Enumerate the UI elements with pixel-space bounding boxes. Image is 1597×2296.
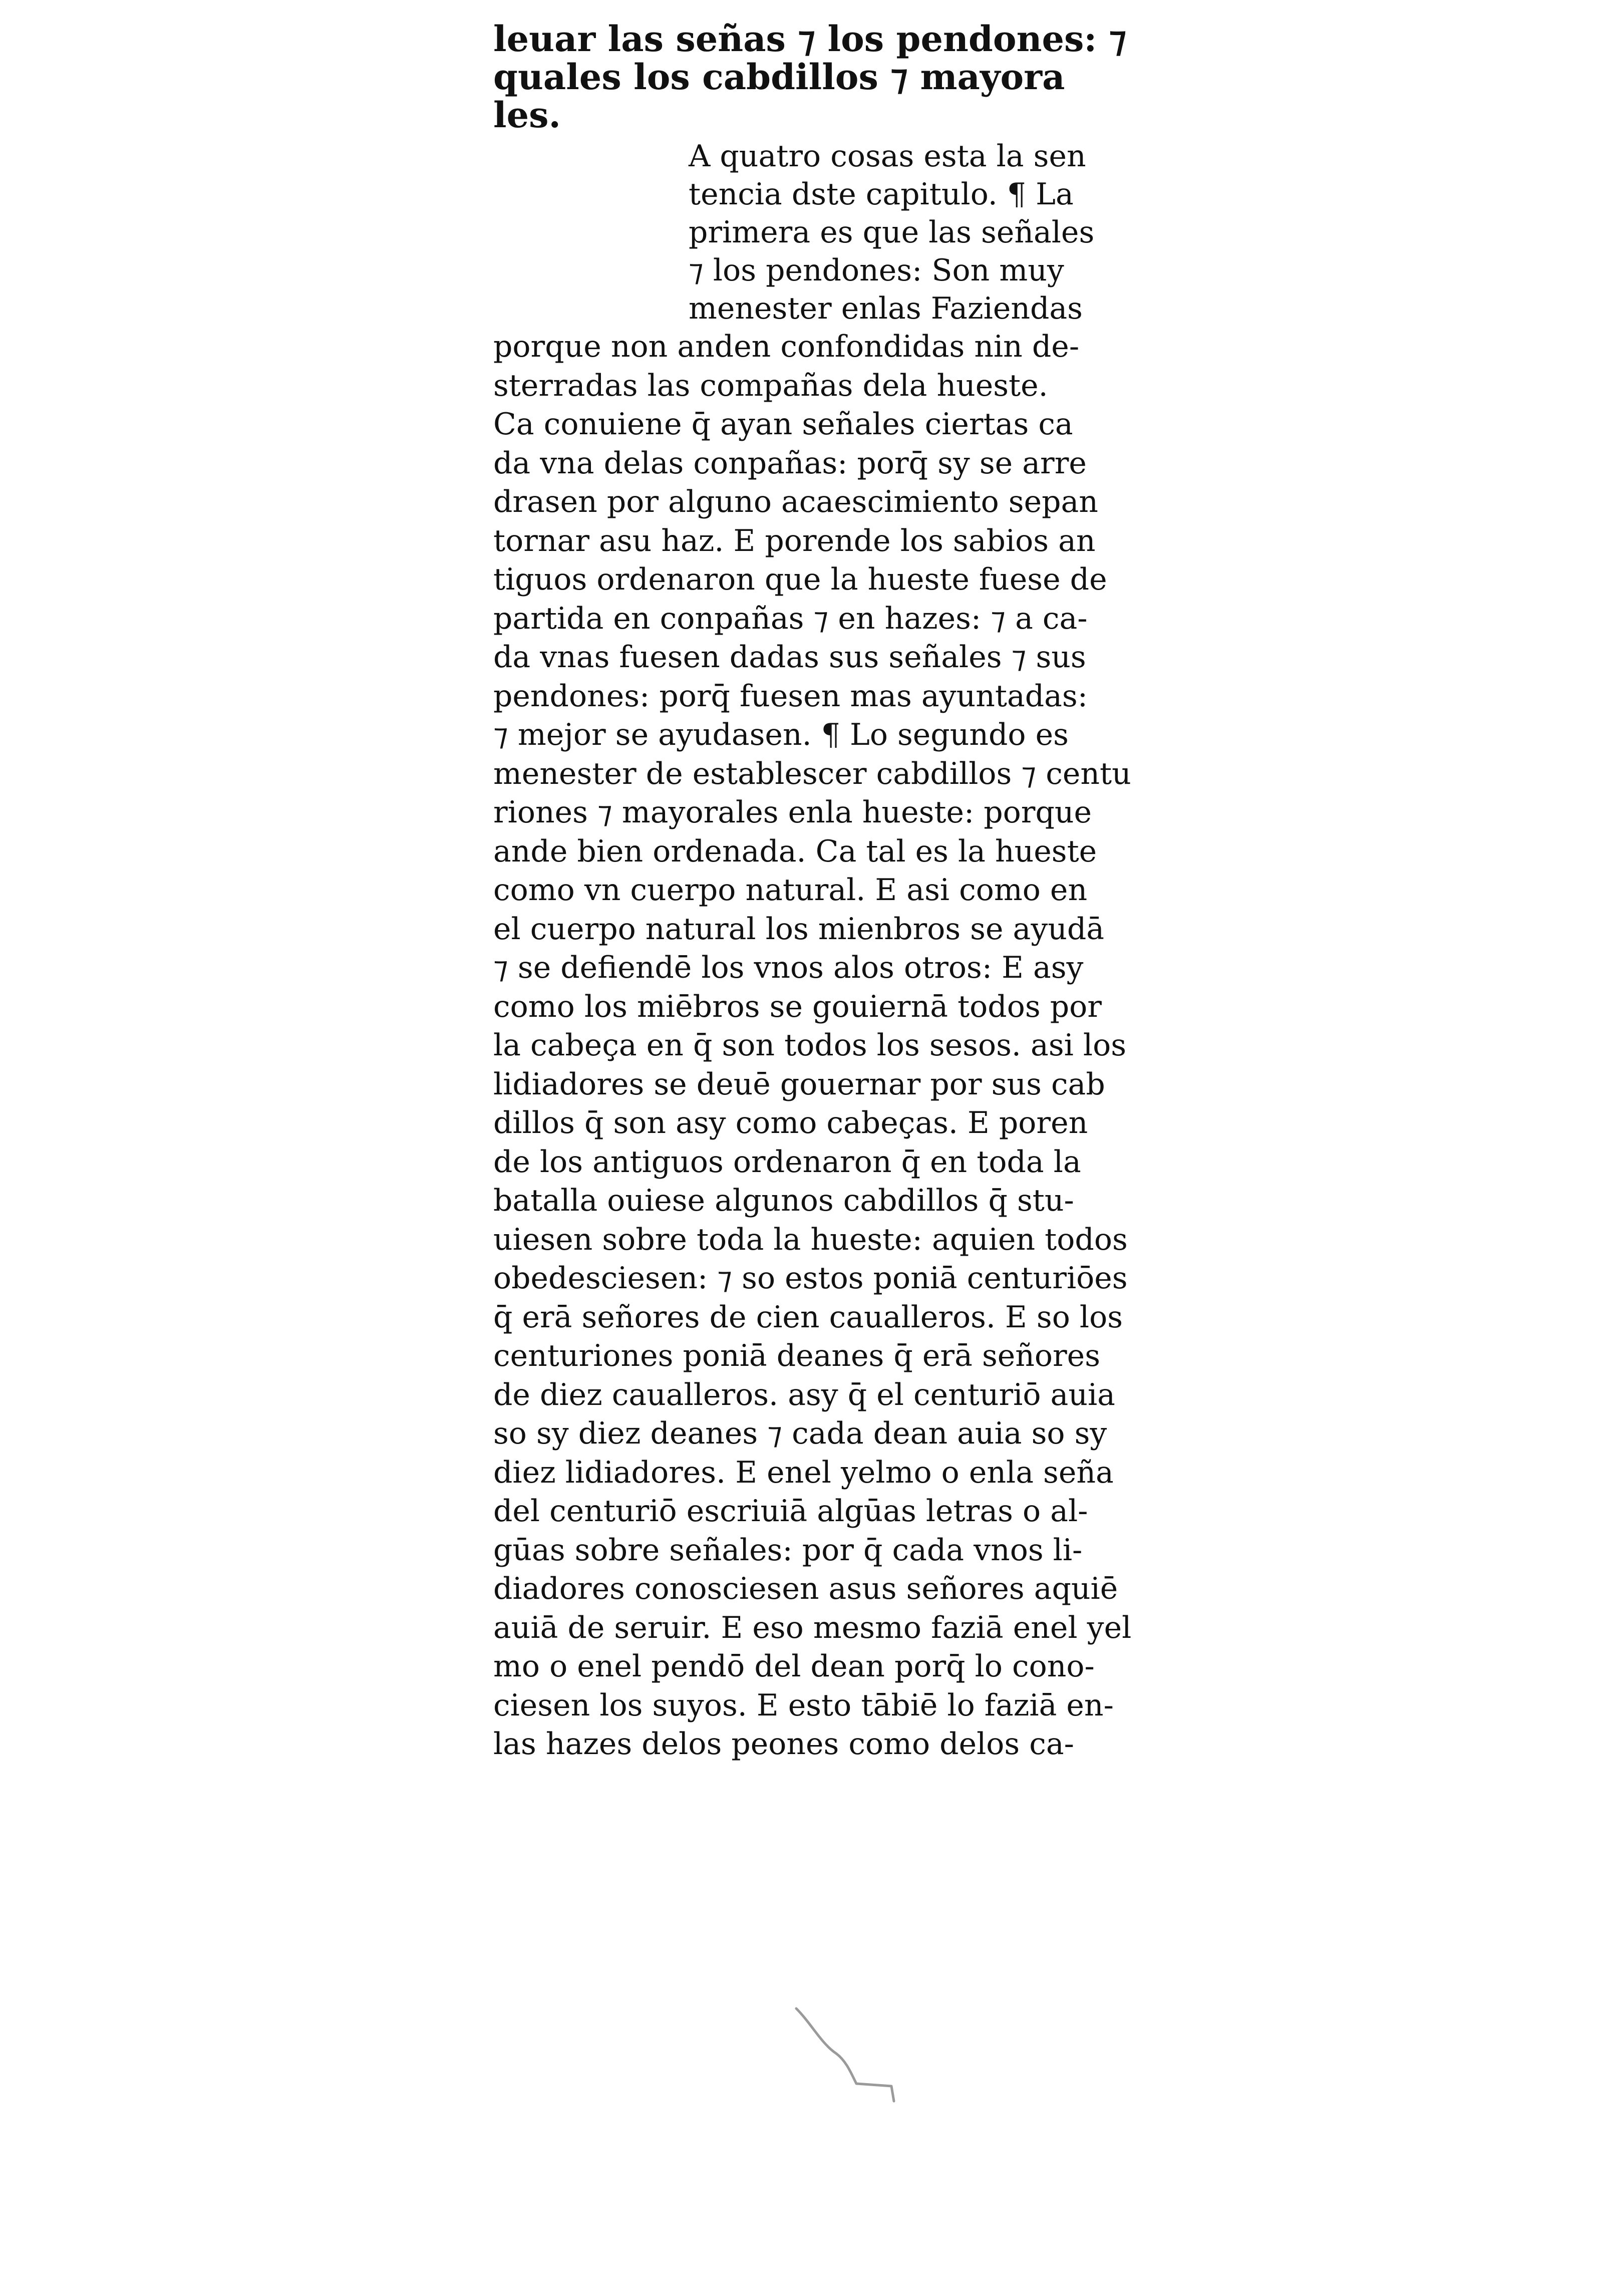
body-line: el cuerpo natural los mienbros se ayudā [493, 911, 1105, 947]
body-line: partida en conpañas ⁊ en hazes: ⁊ a ca- [493, 601, 1088, 636]
summary-line: tencia dste capitulo. ¶ La [689, 177, 1074, 212]
body-line: diez lidiadores. E enel yelmo o enla seña [493, 1455, 1114, 1490]
body-line: riones ⁊ mayorales enla hueste: porque [493, 795, 1092, 830]
heading-line: quales los cabdillos ⁊ mayora [493, 56, 1065, 98]
body-line: ciesen los suyos. E esto tābiē lo faziā en- [493, 1687, 1114, 1723]
body-line: del centuriō escriuiā algūas letras o al- [493, 1494, 1088, 1529]
body-text [493, 328, 1132, 1764]
body-line: da vnas fuesen dadas sus señales ⁊ sus [493, 640, 1086, 675]
body-line: ⁊ se defiendē los vnos alos otros: E asy [493, 950, 1084, 985]
body-line: tornar asu haz. E porende los sabios an [493, 523, 1096, 558]
body-line: como vn cuerpo natural. E asi como en [493, 873, 1088, 908]
body-line: drasen por alguno acaescimiento sepan [493, 484, 1098, 519]
body-line: obedesciesen: ⁊ so estos poniā centuriōes [493, 1261, 1128, 1296]
body-line: so sy diez deanes ⁊ cada dean auia so sy [493, 1416, 1107, 1451]
summary-line: A quatro cosas esta la sen [689, 139, 1086, 174]
body-line: dillos q̄ son asy como cabeças. E poren [493, 1105, 1088, 1140]
body-line: Ca conuiene q̄ ayan señales ciertas ca [493, 407, 1073, 442]
body-line: gūas sobre señales: por q̄ cada vnos li- [493, 1532, 1083, 1568]
body-line: de diez caualleros. asy q̄ el centuriō auia [493, 1377, 1115, 1412]
summary-line: primera es que las señales [689, 215, 1095, 250]
body-line: sterradas las compañas dela hueste. [493, 368, 1048, 403]
body-line: de los antiguos ordenaron q̄ en toda la [493, 1144, 1081, 1180]
body-line: da vna delas conpañas: porq̄ sy se arre [493, 445, 1087, 481]
body-line: como los miēbros se gouiernā todos por [493, 989, 1102, 1024]
body-line: menester de establescer cabdillos ⁊ centu [493, 756, 1131, 791]
body-line: q̄ erā señores de cien caualleros. E so los [493, 1299, 1123, 1335]
chapter-heading [493, 18, 1127, 136]
body-line: las hazes delos peones como delos ca- [493, 1727, 1074, 1762]
body-line: tiguos ordenaron que la hueste fuese de [493, 562, 1107, 597]
summary-line: ⁊ los pendones: Son muy [689, 253, 1064, 288]
body-line: porque non anden confondidas nin de- [493, 329, 1080, 364]
body-line: centuriones poniā deanes q̄ erā señores [493, 1338, 1100, 1373]
body-line: lidiadores se deuē gouernar por sus cab [493, 1066, 1105, 1102]
body-line: mo o enel pendō del dean porq̄ lo cono- [493, 1649, 1095, 1684]
body-line: batalla ouiese algunos cabdillos q̄ stu- [493, 1183, 1074, 1218]
body-line: diadores conosciesen asus señores aquiē [493, 1571, 1118, 1606]
stray-pen-mark [791, 2003, 901, 2104]
heading-line: leuar las señas ⁊ los pendones: ⁊ [493, 18, 1127, 60]
chapter-summary [689, 137, 1114, 328]
summary-line: menester enlas Faziendas [689, 291, 1083, 326]
body-line: auiā de seruir. E eso mesmo faziā enel yel [493, 1610, 1132, 1645]
body-line: la cabeça en q̄ son todos los sesos. asi los [493, 1028, 1126, 1063]
text-column [493, 18, 1132, 1764]
body-line: pendones: porq̄ fuesen mas ayuntadas: [493, 678, 1088, 714]
body-line: ⁊ mejor se ayudasen. ¶ Lo segundo es [493, 717, 1069, 752]
stray-pen-stroke [796, 2008, 894, 2101]
body-line: uiesen sobre toda la hueste: aquien todos [493, 1222, 1128, 1257]
body-line: ande bien ordenada. Ca tal es la hueste [493, 833, 1097, 869]
heading-line: les. [493, 94, 561, 136]
